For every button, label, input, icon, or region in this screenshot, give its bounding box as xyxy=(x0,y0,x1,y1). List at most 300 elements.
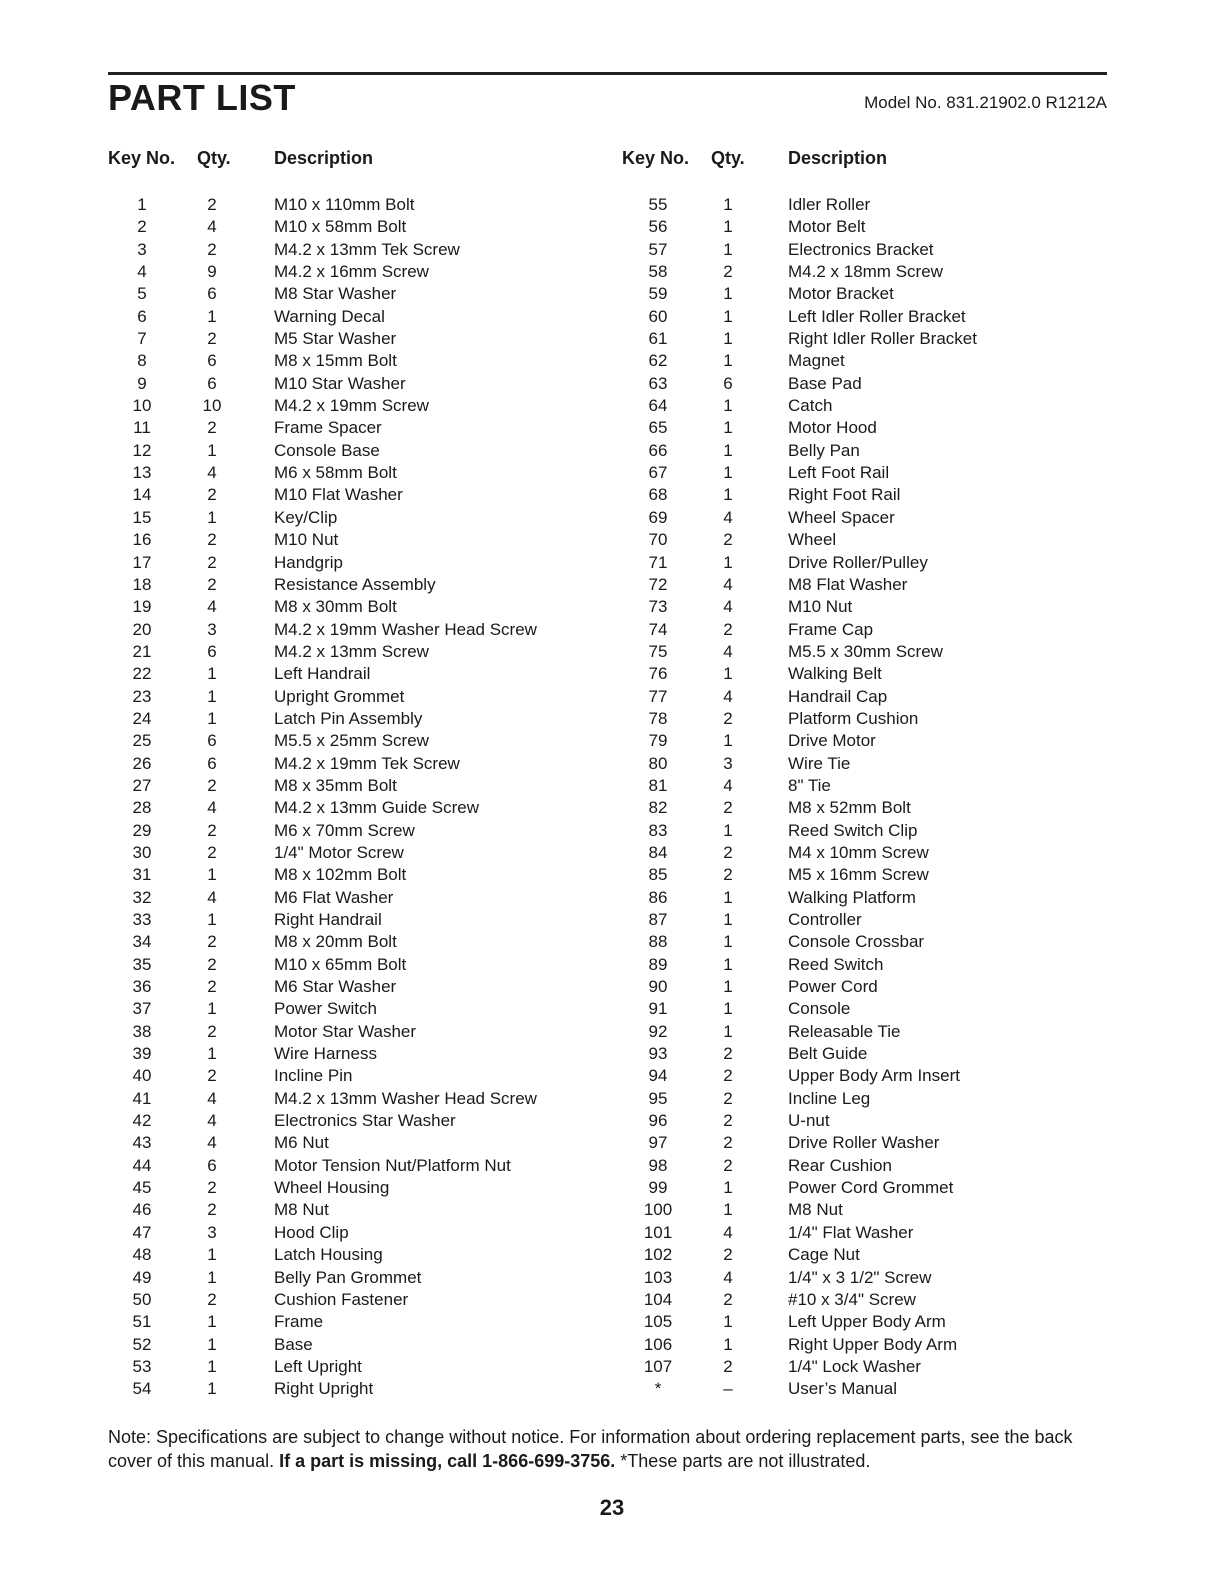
part-key-no: 43 xyxy=(132,1133,152,1153)
part-row xyxy=(108,1334,588,1356)
part-row xyxy=(622,954,1102,976)
part-description: Base xyxy=(274,1334,313,1354)
part-qty: 6 xyxy=(207,731,217,751)
part-key-no: 84 xyxy=(648,842,668,862)
parts-column-right xyxy=(622,146,1102,1401)
part-description: Drive Roller/Pulley xyxy=(788,552,928,572)
part-description: Motor Hood xyxy=(788,418,877,438)
page-title: PART LIST xyxy=(108,77,296,118)
part-qty: 2 xyxy=(207,977,217,997)
part-key-no: 13 xyxy=(132,463,152,483)
column-headers xyxy=(622,146,1102,174)
part-key-no: 88 xyxy=(648,932,668,952)
part-row xyxy=(622,998,1102,1020)
part-row xyxy=(622,753,1102,775)
part-row xyxy=(108,596,588,618)
part-description: Left Foot Rail xyxy=(788,463,890,483)
part-description: M4 x 10mm Screw xyxy=(788,842,929,862)
part-key-no: 26 xyxy=(132,753,152,773)
part-key-no: 4 xyxy=(137,262,147,282)
key-no-header: Key No. xyxy=(622,148,690,168)
part-key-no: 95 xyxy=(648,1088,668,1108)
part-description: Latch Pin Assembly xyxy=(274,708,423,728)
part-description: Right Foot Rail xyxy=(788,485,901,505)
part-description: Magnet xyxy=(788,351,845,371)
part-qty: 1 xyxy=(207,686,217,706)
part-qty: 1 xyxy=(207,507,217,527)
part-key-no: 67 xyxy=(648,463,668,483)
part-description: M8 x 52mm Bolt xyxy=(788,798,911,818)
part-qty: 2 xyxy=(207,485,217,505)
part-row xyxy=(108,529,588,551)
part-qty: 2 xyxy=(207,552,217,572)
part-row xyxy=(108,998,588,1020)
part-description: M8 x 35mm Bolt xyxy=(274,775,397,795)
part-key-no: 17 xyxy=(132,552,152,572)
part-key-no: 103 xyxy=(643,1267,673,1287)
part-description: M4.2 x 13mm Tek Screw xyxy=(274,239,460,259)
part-key-no: 9 xyxy=(137,373,147,393)
part-description: Left Handrail xyxy=(274,664,371,684)
part-description: Right Upright xyxy=(274,1379,374,1399)
part-key-no: 25 xyxy=(132,731,152,751)
part-description: Walking Belt xyxy=(788,664,882,684)
part-row xyxy=(108,1267,588,1289)
part-description: M6 Nut xyxy=(274,1133,329,1153)
part-qty: 1 xyxy=(723,1334,733,1354)
part-qty: 1 xyxy=(723,1312,733,1332)
part-key-no: 87 xyxy=(648,910,668,929)
part-qty: 2 xyxy=(207,954,217,974)
part-row xyxy=(108,909,588,931)
part-key-no: 85 xyxy=(648,865,668,885)
part-row xyxy=(622,462,1102,484)
part-qty: 2 xyxy=(723,842,733,862)
part-row xyxy=(108,686,588,708)
part-description: Controller xyxy=(788,910,862,929)
part-row xyxy=(108,1088,588,1110)
part-key-no: 53 xyxy=(132,1356,152,1376)
part-row xyxy=(108,1356,588,1378)
part-qty: 4 xyxy=(207,217,217,237)
page-number: 23 xyxy=(599,1495,625,1520)
part-qty: 1 xyxy=(207,1379,217,1399)
part-description: Upper Body Arm Insert xyxy=(788,1066,960,1086)
part-key-no: 61 xyxy=(648,329,668,349)
part-row xyxy=(622,1110,1102,1132)
part-qty: 2 xyxy=(207,1289,217,1309)
part-row xyxy=(108,1132,588,1154)
part-row xyxy=(622,395,1102,417)
part-description: 1/4" x 3 1/2" Screw xyxy=(788,1267,932,1287)
part-row xyxy=(108,373,588,395)
footer-note xyxy=(108,1425,1108,1473)
part-qty: 1 xyxy=(723,195,733,214)
part-qty: – xyxy=(723,1379,733,1399)
part-key-no: 30 xyxy=(132,842,152,862)
part-key-no: 69 xyxy=(648,507,668,527)
part-key-no: 77 xyxy=(648,686,668,706)
part-qty: 1 xyxy=(723,954,733,974)
part-description: Releasable Tie xyxy=(788,1021,901,1041)
part-key-no: 83 xyxy=(648,820,668,840)
part-qty: 2 xyxy=(723,798,733,818)
part-key-no: 86 xyxy=(648,887,668,907)
part-qty: 4 xyxy=(723,641,733,661)
part-qty: 2 xyxy=(207,329,217,349)
part-row xyxy=(108,216,588,238)
part-qty: 2 xyxy=(723,1245,733,1265)
part-qty: 2 xyxy=(207,1178,217,1198)
part-qty: 2 xyxy=(723,619,733,639)
part-description: Cage Nut xyxy=(788,1245,860,1265)
parts-column-left xyxy=(108,146,588,1401)
part-row xyxy=(108,708,588,730)
part-description: 1/4" Motor Screw xyxy=(274,842,404,862)
part-row xyxy=(622,1043,1102,1065)
part-qty: 2 xyxy=(207,775,217,795)
part-qty: 2 xyxy=(207,1066,217,1086)
header-rule xyxy=(108,72,1107,75)
part-key-no: 66 xyxy=(648,440,668,460)
part-key-no: 68 xyxy=(648,485,668,505)
part-qty: 2 xyxy=(207,1021,217,1041)
parts-list-left xyxy=(108,194,588,1401)
part-row xyxy=(108,1311,588,1333)
part-row xyxy=(108,261,588,283)
part-row xyxy=(108,1021,588,1043)
part-description: M4.2 x 13mm Guide Screw xyxy=(274,798,480,818)
part-key-no: 81 xyxy=(648,775,668,795)
part-row xyxy=(108,931,588,953)
part-description: Wire Harness xyxy=(274,1044,377,1064)
part-row xyxy=(108,462,588,484)
part-qty: 1 xyxy=(723,932,733,952)
part-row xyxy=(108,1155,588,1177)
part-row xyxy=(108,1378,588,1400)
part-qty: 2 xyxy=(723,1066,733,1086)
part-row xyxy=(622,775,1102,797)
part-row xyxy=(108,954,588,976)
part-row xyxy=(622,306,1102,328)
part-qty: 1 xyxy=(207,1334,217,1354)
part-key-no: 55 xyxy=(648,195,668,214)
part-qty: 1 xyxy=(723,731,733,751)
part-key-no: 101 xyxy=(643,1222,673,1242)
parts-list-right xyxy=(622,194,1102,1401)
part-row xyxy=(108,574,588,596)
part-row xyxy=(108,328,588,350)
part-key-no: 51 xyxy=(132,1312,152,1332)
part-description: M10 Nut xyxy=(274,530,339,550)
part-qty: 1 xyxy=(723,306,733,326)
part-description: Motor Tension Nut/Platform Nut xyxy=(274,1155,511,1175)
part-row xyxy=(622,1177,1102,1199)
part-qty: 1 xyxy=(723,351,733,371)
part-key-no: 34 xyxy=(132,932,152,952)
part-description: Power Cord xyxy=(788,977,878,997)
part-description: Motor Star Washer xyxy=(274,1021,417,1041)
part-key-no: 102 xyxy=(643,1245,673,1265)
part-row xyxy=(622,730,1102,752)
part-key-no: 3 xyxy=(137,239,147,259)
part-description: 1/4" Flat Washer xyxy=(788,1222,914,1242)
part-description: M6 Star Washer xyxy=(274,977,397,997)
part-row xyxy=(108,1110,588,1132)
part-key-no: 106 xyxy=(643,1334,673,1354)
part-key-no: 36 xyxy=(132,977,152,997)
part-qty: 4 xyxy=(723,574,733,594)
part-qty: 9 xyxy=(207,262,217,282)
part-qty: 6 xyxy=(723,373,733,393)
part-qty: 2 xyxy=(723,1044,733,1064)
part-qty: 1 xyxy=(207,1267,217,1287)
part-description: Electronics Bracket xyxy=(788,239,934,259)
part-qty: 1 xyxy=(207,306,217,326)
part-description: M8 x 15mm Bolt xyxy=(274,351,397,371)
part-description: M4.2 x 19mm Screw xyxy=(274,396,429,416)
part-qty: 1 xyxy=(723,1178,733,1198)
part-key-no: 105 xyxy=(643,1312,673,1332)
part-key-no: 15 xyxy=(132,507,152,527)
part-description: Wheel Housing xyxy=(274,1178,390,1198)
part-description: 8" Tie xyxy=(788,775,831,795)
part-description: Right Upper Body Arm xyxy=(788,1334,958,1354)
part-key-no: 44 xyxy=(132,1155,152,1175)
part-description: M8 x 20mm Bolt xyxy=(274,932,397,952)
part-qty: 3 xyxy=(723,753,733,773)
part-qty: 4 xyxy=(723,597,733,617)
part-description: Handgrip xyxy=(274,552,343,572)
part-description: Belly Pan xyxy=(788,440,860,460)
part-qty: 2 xyxy=(207,195,217,214)
part-qty: 1 xyxy=(723,910,733,929)
part-row xyxy=(622,1378,1102,1400)
part-row xyxy=(108,1043,588,1065)
part-key-no: 60 xyxy=(648,306,668,326)
part-description: Console Crossbar xyxy=(788,932,925,952)
part-qty: 1 xyxy=(723,1200,733,1220)
part-qty: 6 xyxy=(207,753,217,773)
part-row xyxy=(622,887,1102,909)
part-key-no: 1 xyxy=(137,195,147,214)
part-key-no: 11 xyxy=(133,418,151,438)
part-row xyxy=(108,194,588,216)
part-key-no: 93 xyxy=(648,1044,668,1064)
part-key-no: 39 xyxy=(132,1044,152,1064)
part-row xyxy=(622,596,1102,618)
part-row xyxy=(622,1132,1102,1154)
part-description: Platform Cushion xyxy=(788,708,919,728)
part-key-no: 65 xyxy=(648,418,668,438)
part-key-no: 96 xyxy=(648,1111,668,1131)
part-description: M4.2 x 16mm Screw xyxy=(274,262,429,282)
part-key-no: 22 xyxy=(132,664,152,684)
part-row xyxy=(108,887,588,909)
part-row xyxy=(622,1267,1102,1289)
part-description: Wheel xyxy=(788,530,837,550)
part-description: M8 x 30mm Bolt xyxy=(274,597,397,617)
part-row xyxy=(108,730,588,752)
part-key-no: 91 xyxy=(648,999,668,1019)
part-key-no: 31 xyxy=(132,865,152,885)
part-key-no: 56 xyxy=(648,217,668,237)
part-key-no: 41 xyxy=(132,1088,152,1108)
part-description: Key/Clip xyxy=(274,507,338,527)
part-key-no: 2 xyxy=(137,217,147,237)
part-row xyxy=(622,1311,1102,1333)
part-key-no: 75 xyxy=(648,641,668,661)
part-description: Electronics Star Washer xyxy=(274,1111,456,1131)
part-row xyxy=(108,239,588,261)
part-qty: 2 xyxy=(207,574,217,594)
part-description: M8 Nut xyxy=(788,1200,843,1220)
part-qty: 3 xyxy=(207,619,217,639)
part-description: Frame Spacer xyxy=(274,418,382,438)
part-key-no: 35 xyxy=(132,954,152,974)
part-description: Catch xyxy=(788,396,833,416)
part-key-no: 27 xyxy=(132,775,152,795)
part-description: #10 x 3/4" Screw xyxy=(788,1289,916,1309)
part-row xyxy=(108,350,588,372)
part-row xyxy=(108,1244,588,1266)
part-qty: 1 xyxy=(207,1356,217,1376)
part-qty: 2 xyxy=(207,418,217,438)
part-row xyxy=(622,261,1102,283)
part-key-no: 57 xyxy=(648,239,668,259)
part-qty: 1 xyxy=(207,1044,217,1064)
part-qty: 1 xyxy=(723,284,733,304)
part-key-no: 71 xyxy=(648,552,668,572)
part-description: M4.2 x 13mm Washer Head Screw xyxy=(274,1088,537,1108)
part-key-no: 92 xyxy=(648,1021,668,1041)
part-row xyxy=(108,820,588,842)
part-row xyxy=(622,529,1102,551)
part-key-no: 59 xyxy=(648,284,668,304)
part-description: Right Idler Roller Bracket xyxy=(788,329,977,349)
part-qty: 1 xyxy=(723,396,733,416)
part-key-no: 20 xyxy=(132,619,152,639)
description-header: Description xyxy=(274,148,374,168)
part-row xyxy=(622,484,1102,506)
part-description: Incline Leg xyxy=(788,1088,871,1108)
part-qty: 1 xyxy=(723,820,733,840)
part-row xyxy=(622,1088,1102,1110)
part-qty: 4 xyxy=(207,1133,217,1153)
part-row xyxy=(622,239,1102,261)
part-description: Warning Decal xyxy=(274,306,385,326)
part-qty: 2 xyxy=(207,932,217,952)
part-description: M8 Star Washer xyxy=(274,284,397,304)
part-description: Upright Grommet xyxy=(274,686,405,706)
part-qty: 2 xyxy=(723,865,733,885)
part-description: Motor Bracket xyxy=(788,284,894,304)
key-no-header: Key No. xyxy=(108,148,176,168)
qty-header: Qty. xyxy=(711,148,745,168)
part-row xyxy=(622,1222,1102,1244)
qty-header: Qty. xyxy=(197,148,231,168)
part-key-no: 49 xyxy=(132,1267,152,1287)
part-description: M8 x 102mm Bolt xyxy=(274,865,407,885)
part-description: Left Upper Body Arm xyxy=(788,1312,946,1332)
part-row xyxy=(108,552,588,574)
part-description: M4.2 x 19mm Washer Head Screw xyxy=(274,619,537,639)
part-row xyxy=(108,1065,588,1087)
part-row xyxy=(622,686,1102,708)
part-qty: 1 xyxy=(207,708,217,728)
part-description: Rear Cushion xyxy=(788,1155,892,1175)
part-key-no: 24 xyxy=(132,708,152,728)
part-row xyxy=(622,1244,1102,1266)
part-description: Reed Switch Clip xyxy=(788,820,918,840)
part-qty: 1 xyxy=(207,440,217,460)
part-qty: 4 xyxy=(723,686,733,706)
part-qty: 4 xyxy=(723,775,733,795)
part-qty: 2 xyxy=(723,1155,733,1175)
part-description: M10 x 110mm Bolt xyxy=(274,195,415,214)
part-description: Belly Pan Grommet xyxy=(274,1267,422,1287)
part-key-no: 40 xyxy=(132,1066,152,1086)
part-row xyxy=(622,440,1102,462)
part-key-no: 90 xyxy=(648,977,668,997)
model-number: Model No. 831.21902.0 R1212A xyxy=(864,93,1107,112)
part-key-no: 107 xyxy=(643,1356,673,1376)
part-description: Handrail Cap xyxy=(788,686,888,706)
column-headers xyxy=(108,146,588,174)
part-qty: 6 xyxy=(207,1155,217,1175)
part-description: M4.2 x 19mm Tek Screw xyxy=(274,753,460,773)
part-description: M10 Nut xyxy=(788,597,853,617)
part-key-no: 48 xyxy=(132,1245,152,1265)
part-description: Left Upright xyxy=(274,1356,362,1376)
part-description: M10 Star Washer xyxy=(274,373,406,393)
part-row xyxy=(622,619,1102,641)
part-row xyxy=(622,1356,1102,1378)
part-key-no: 99 xyxy=(648,1178,668,1198)
part-row xyxy=(108,306,588,328)
part-key-no: 82 xyxy=(648,798,668,818)
part-row xyxy=(622,1065,1102,1087)
part-key-no: 73 xyxy=(648,597,668,617)
part-qty: 1 xyxy=(207,865,217,885)
part-description: M4.2 x 18mm Screw xyxy=(788,262,943,282)
part-row xyxy=(622,1021,1102,1043)
part-qty: 4 xyxy=(207,1111,217,1131)
part-key-no: 79 xyxy=(648,731,668,751)
part-description: M10 x 65mm Bolt xyxy=(274,954,407,974)
part-row xyxy=(108,417,588,439)
part-qty: 4 xyxy=(207,887,217,907)
part-qty: 1 xyxy=(207,1312,217,1332)
part-qty: 2 xyxy=(723,262,733,282)
part-row xyxy=(108,440,588,462)
part-key-no: 33 xyxy=(132,910,152,929)
part-description: M5.5 x 30mm Screw xyxy=(788,641,943,661)
part-key-no: 16 xyxy=(132,530,152,550)
part-qty: 4 xyxy=(723,1267,733,1287)
part-key-no: 62 xyxy=(648,351,668,371)
part-qty: 1 xyxy=(723,887,733,907)
part-key-no: 78 xyxy=(648,708,668,728)
part-description: Latch Housing xyxy=(274,1245,383,1265)
part-row xyxy=(622,663,1102,685)
part-qty: 6 xyxy=(207,373,217,393)
part-row xyxy=(622,194,1102,216)
part-row xyxy=(622,641,1102,663)
part-row xyxy=(108,619,588,641)
part-key-no: 94 xyxy=(648,1066,668,1086)
part-qty: 6 xyxy=(207,641,217,661)
